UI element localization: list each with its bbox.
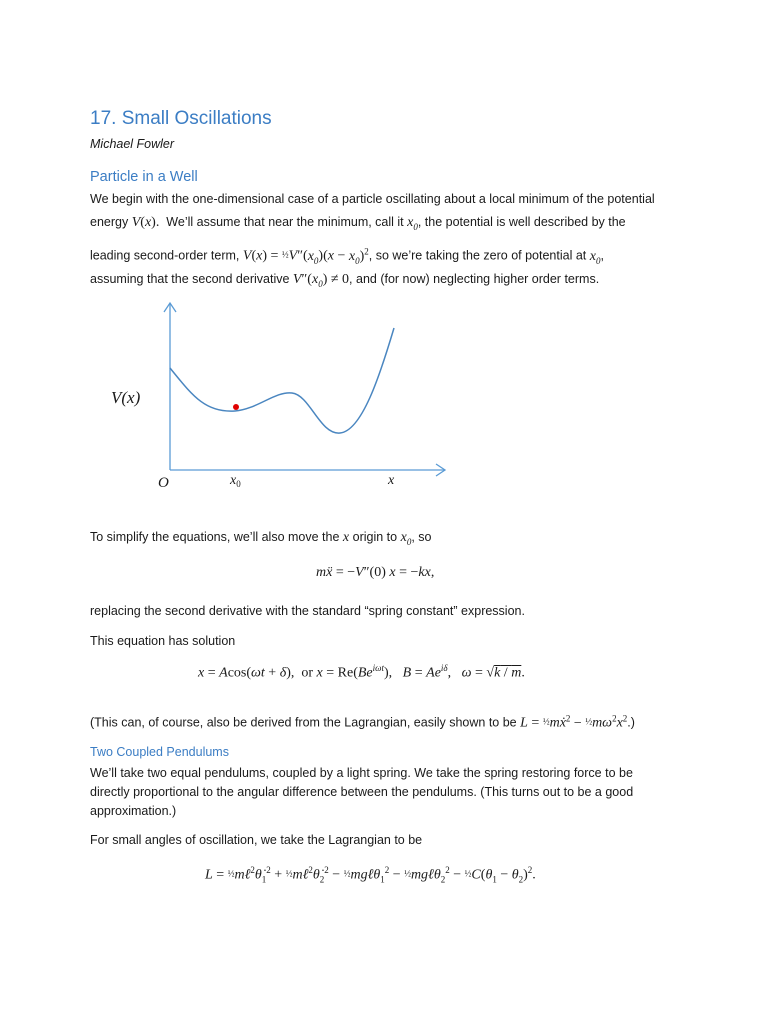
text-fragment: origin to <box>352 530 398 544</box>
text-fragment: .) <box>627 715 635 730</box>
text-fragment: energy <box>90 215 129 229</box>
paragraph-line: We begin with the one-dimensional case of a particle oscillating about a local minimum of the potential <box>90 192 655 206</box>
paragraph-line: This equation has solution <box>90 634 236 648</box>
section-heading-particle-in-a-well: Particle in a Well <box>90 169 198 185</box>
text-fragment: assuming that the second derivative <box>90 272 290 286</box>
text-fragment: leading second-order term, <box>90 248 240 263</box>
math-inline: V <box>292 272 302 287</box>
math-inline: $x_0$ <box>400 530 412 547</box>
math-inline: $x_0$ <box>407 215 418 232</box>
paragraph-line <box>90 528 431 551</box>
math-inline: ( <box>140 215 145 230</box>
potential-curve <box>170 328 394 433</box>
text-fragment: , so we’re taking the zero of potential at <box>368 248 587 263</box>
math-inline: L <box>520 715 528 731</box>
text-fragment: , so <box>411 530 432 544</box>
paragraph-line: approximation.) <box>90 804 177 818</box>
math-inline: x <box>144 215 152 230</box>
origin-label: O <box>158 475 169 491</box>
lagrangian-equation: $L = \frac{1}{2}m\ell^2\thetȧ_1^2$ + $\frac{1}{2}m\ell^2\thetȧ_2^2$ − ½mgℓθ$_1^2$ − ½mgℓθ$_2^2$ − $\frac{1}{2}C(\theta_1 - \theta_2)^2$. <box>205 865 536 885</box>
x0-label <box>229 473 241 489</box>
y-axis-label: V(x) <box>111 388 141 407</box>
text-fragment: (This can, of course, also be derived from the Lagrangian, easily shown to be <box>90 715 517 730</box>
paragraph-line: directly proportional to the angular difference between the pendulums. (This turns out to be a good <box>90 785 634 799</box>
potential-well-figure <box>100 295 460 495</box>
x0-label-sub: 0 <box>236 479 241 489</box>
x0-label-main: x <box>230 473 237 488</box>
math-inline: V <box>131 215 141 230</box>
paragraph-line <box>90 213 626 236</box>
paragraph-line: assuming that the second derivative $V''(x_0) \ne 0$, and (for now) neglecting higher order terms. <box>90 272 600 289</box>
text-fragment: We’ll assume that near the minimum, call it <box>166 215 404 229</box>
math-inline: x <box>342 530 350 545</box>
x-axis-label: x <box>388 473 395 488</box>
text-fragment: , the potential is well described by the <box>417 215 626 229</box>
particle-dot <box>233 404 239 410</box>
math-inline: V <box>242 248 252 264</box>
paragraph-line: leading second-order term, $V(x) = \frac{1}{2}V''(x_0)(x - x_0)^2$, so we’re taking the zero of potential at $x_0$, <box>90 246 604 266</box>
math-inline: $x_0$ <box>589 248 601 266</box>
equation-of-motion: mẍ = −V″(0) x = −kx, <box>316 565 435 580</box>
paragraph-line: We’ll take two equal pendulums, coupled by a light spring. We take the spring restoring force to be <box>90 766 633 780</box>
page-title: 17. Small Oscillations <box>90 108 272 129</box>
text-fragment: , and (for now) neglecting higher order terms. <box>349 272 600 286</box>
paragraph-line: (This can, of course, also be derived from the Lagrangian, easily shown to be L = ½mẋ$^2$ − $\frac{1}{2}m\omega^2x^2$.) <box>90 713 635 731</box>
section-heading-two-coupled-pendulums: Two Coupled Pendulums <box>90 745 229 759</box>
author-name: Michael Fowler <box>90 137 175 151</box>
math-inline: ). <box>151 215 160 230</box>
text-fragment: To simplify the equations, we’ll also move the <box>90 530 340 544</box>
paragraph-line: For small angles of oscillation, we take the Lagrangian to be <box>90 833 423 847</box>
paragraph-line: replacing the second derivative with the standard “spring constant” expression. <box>90 604 525 618</box>
solution-equation: x = Acos(ωt + δ), or $x = Re(Be^{i\omega t})$, $B = Ae^{i\delta}$, ω = √k / m. <box>198 663 525 681</box>
